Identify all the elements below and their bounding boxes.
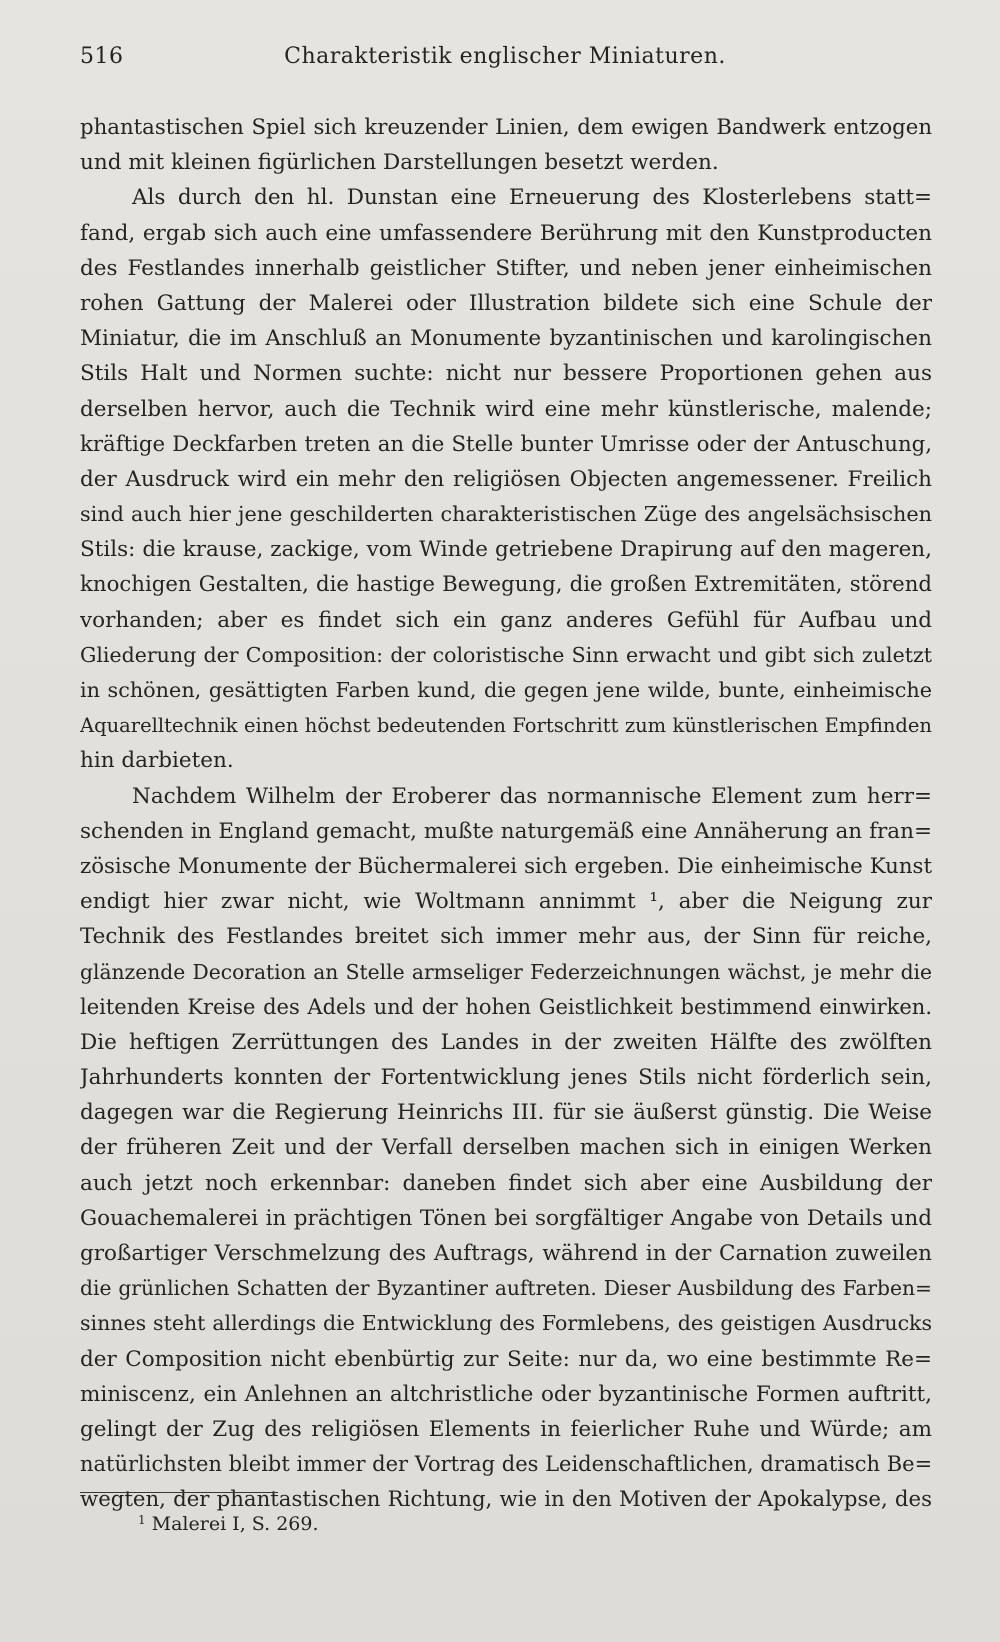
text-line: endigt hier zwar nicht, wie Woltmann annimmt ¹, aber die Neigung zur [80, 889, 932, 915]
footnote-text: Malerei I, S. 269. [151, 1513, 319, 1535]
text-line: wegten, der phantastischen Richtung, wie in den Motiven der Apokalypse, des [80, 1487, 932, 1513]
text-line: sind auch hier jene geschilderten charakteristischen Züge des angelsächsischen [80, 502, 932, 527]
text-line: Gouachemalerei in prächtigen Tönen bei sorgfältiger Angabe von Details und [80, 1205, 932, 1231]
page-header [80, 44, 930, 80]
text-line: vorhanden; aber es findet sich ein ganz anderes Gefühl für Aufbau und [80, 607, 932, 633]
text-line: der früheren Zeit und der Verfall derselben machen sich in einigen Werken [80, 1135, 932, 1161]
text-line: die grünlichen Schatten der Byzantiner auftreten. Dieser Ausbildung des Farben= [80, 1276, 932, 1301]
text-line: miniscenz, ein Anlehnen an altchristliche oder byzantinische Formen auftritt, [80, 1381, 932, 1407]
text-line: Stils: die krause, zackige, vom Winde getriebene Drapirung auf den mageren, [80, 537, 932, 563]
footnote [138, 1508, 319, 1536]
text-line: sinnes steht allerdings die Entwicklung des Formlebens, des geistigen Ausdrucks [80, 1311, 932, 1336]
text-line: phantastischen Spiel sich kreuzender Linien, dem ewigen Bandwerk entzogen [80, 115, 932, 140]
text-line: schenden in England gemacht, mußte naturgemäß eine Annäherung an fran= [80, 818, 932, 844]
text-line: Als durch den hl. Dunstan eine Erneuerung des Klosterlebens statt= [132, 185, 932, 211]
text-line: großartiger Verschmelzung des Auftrags, während in der Carnation zuweilen [80, 1241, 932, 1266]
text-line: Nachdem Wilhelm der Eroberer das normannische Element zum herr= [132, 783, 932, 809]
text-line: Jahrhunderts konnten der Fortentwicklung jenes Stils nicht förderlich sein, [80, 1065, 932, 1091]
text-line: der Composition nicht ebenbürtig zur Seite: nur da, wo eine bestimmte Re= [80, 1346, 932, 1372]
text-line: derselben hervor, auch die Technik wird eine mehr künstlerische, malende; [80, 396, 932, 422]
text-line: in schönen, gesättigten Farben kund, die gegen jene wilde, bunte, einheimische [80, 678, 932, 702]
text-line: Technik des Festlandes breitet sich immer mehr aus, der Sinn für reiche, [80, 924, 932, 950]
text-line: dagegen war die Regierung Heinrichs III. für sie äußerst günstig. Die Weise [80, 1100, 932, 1126]
text-line: knochigen Gestalten, die hastige Bewegung, die großen Extremitäten, störend [80, 572, 932, 598]
text-line: rohen Gattung der Malerei oder Illustration bildete sich eine Schule der [80, 290, 932, 316]
text-line: gelingt der Zug des religiösen Elements in feierlicher Ruhe und Würde; am [80, 1416, 932, 1442]
text-line: Aquarelltechnik einen höchst bedeutenden Fortschritt zum künstlerischen Empfinden [80, 714, 932, 738]
text-line: auch jetzt noch erkennbar: daneben findet sich aber eine Ausbildung der [80, 1170, 932, 1196]
text-line: Die heftigen Zerrüttungen des Landes in der zweiten Hälfte des zwölften [80, 1029, 932, 1055]
text-line: Miniatur, die im Anschluß an Monumente byzantinischen und karolingischen [80, 326, 932, 352]
body-text [80, 110, 932, 1518]
running-title: Charakteristik englischer Miniaturen. [284, 44, 726, 69]
footnote-marker: 1 [138, 1513, 146, 1527]
text-line: glänzende Decoration an Stelle armseliger Federzeichnungen wächst, je mehr die [80, 959, 932, 984]
text-line: Gliederung der Composition: der coloristische Sinn erwacht und gibt sich zuletzt [80, 642, 932, 667]
text-line: und mit kleinen figürlichen Darstellungen besetzt werden. [80, 150, 719, 176]
text-line: natürlichsten bleibt immer der Vortrag des Leidenschaftlichen, dramatisch Be= [80, 1452, 932, 1477]
text-line: fand, ergab sich auch eine umfassendere Berührung mit den Kunstproducten [80, 220, 932, 246]
text-line: Stils Halt und Normen suchte: nicht nur bessere Proportionen gehen aus [80, 361, 932, 387]
text-line: hin darbieten. [80, 748, 234, 774]
footnote-rule [80, 1492, 278, 1493]
text-line: zösische Monumente der Büchermalerei sich ergeben. Die einheimische Kunst [80, 853, 932, 879]
text-line: leitenden Kreise des Adels und der hohen Geistlichkeit bestimmend einwirken. [80, 994, 932, 1019]
text-line: kräftige Deckfarben treten an die Stelle bunter Umrisse oder der Antuschung, [80, 431, 932, 457]
text-line: des Festlandes innerhalb geistlicher Stifter, und neben jener einheimischen [80, 255, 932, 281]
page-number: 516 [80, 44, 124, 69]
text-line: der Ausdruck wird ein mehr den religiösen Objecten angemessener. Freilich [80, 466, 932, 492]
